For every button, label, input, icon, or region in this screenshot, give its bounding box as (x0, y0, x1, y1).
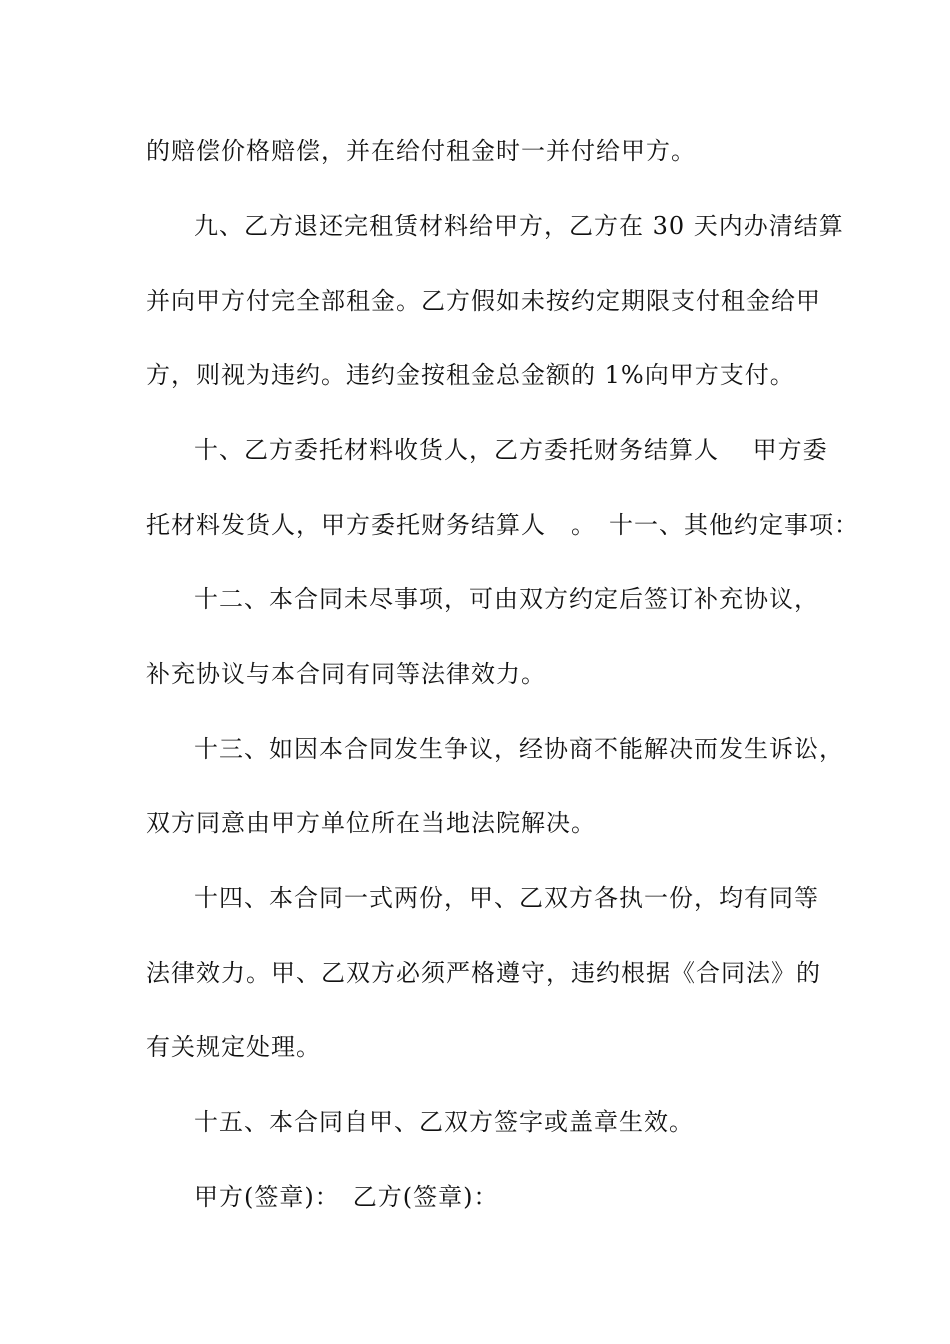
clause-15-line-1: 十五、本合同自甲、乙双方签字或盖章生效。 (194, 1108, 694, 1136)
signature-line: 甲方(签章)： 乙方(签章)： (194, 1183, 499, 1211)
clause-12-line-1: 十二、本合同未尽事项，可由双方约定后签订补充协议， (194, 585, 819, 613)
clause-12-line-2: 补充协议与本合同有同等法律效力。 (146, 660, 546, 688)
clause-9-line-2: 并向甲方付完全部租金。乙方假如未按约定期限支付租金给甲 (146, 287, 821, 315)
clause-10-line-2: 托材料发货人，甲方委托财务结算人 。 十一、其他约定事项： (146, 511, 859, 539)
clause-9-line-3: 方，则视为违约。违约金按租金总金额的 1%向甲方支付。 (146, 361, 795, 389)
clause-14-line-2: 法律效力。甲、乙双方必须严格遵守，违约根据《合同法》的 (146, 959, 821, 987)
clause-9-line-1: 九、乙方退还完租赁材料给甲方，乙方在 30 天内办清结算 (194, 212, 844, 240)
clause-10-line-1: 十、乙方委托材料收货人，乙方委托财务结算人 甲方委 (194, 436, 828, 464)
clause-14-line-3: 有关规定处理。 (146, 1033, 321, 1061)
text-line-1: 的赔偿价格赔偿，并在给付租金时一并付给甲方。 (146, 137, 696, 165)
clause-13-line-2: 双方同意由甲方单位所在当地法院解决。 (146, 809, 596, 837)
clause-13-line-1: 十三、如因本合同发生争议，经协商不能解决而发生诉讼， (194, 735, 844, 763)
clause-14-line-1: 十四、本合同一式两份，甲、乙双方各执一份，均有同等 (194, 884, 819, 912)
